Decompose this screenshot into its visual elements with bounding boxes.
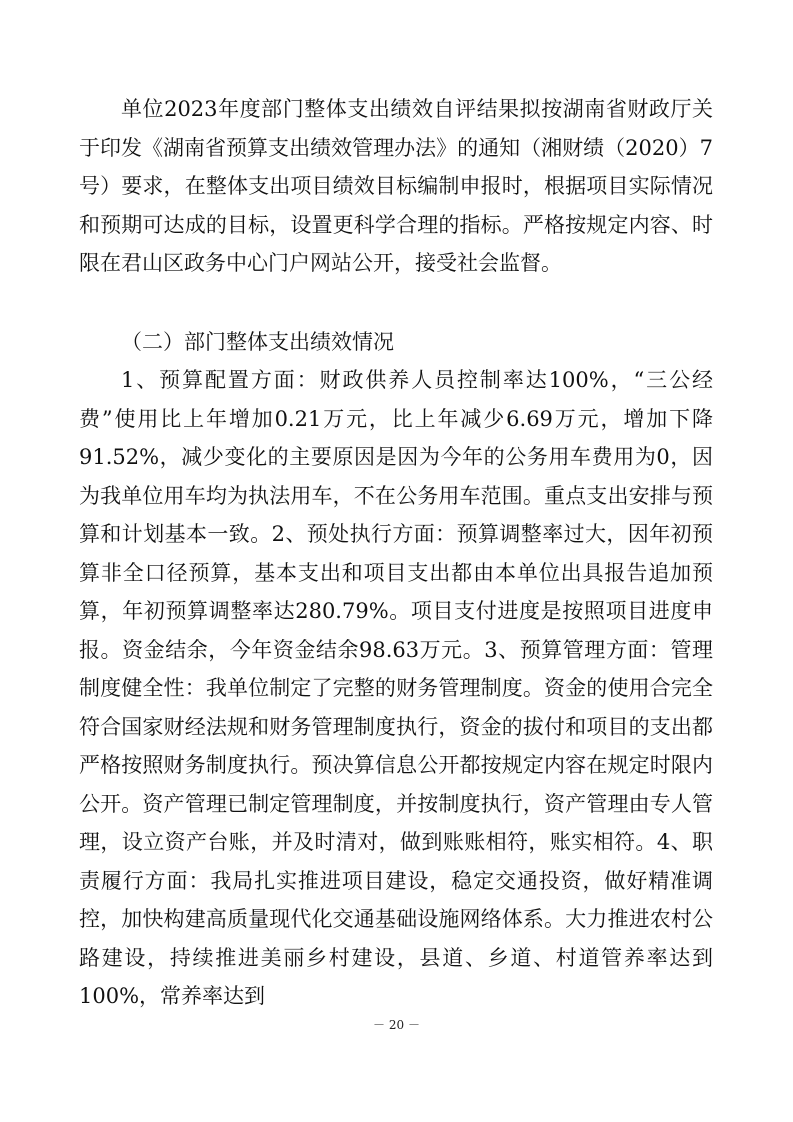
body-text-block-2 <box>79 323 713 362</box>
page-number: － 20 － <box>373 1018 420 1032</box>
body-text-block-3 <box>79 361 713 1016</box>
section-heading-department-performance: （二）部门整体支出绩效情况 <box>121 330 394 354</box>
body-text-block-1 <box>79 90 713 283</box>
paragraph-budget-details: 1、预算配置方面：财政供养人员控制率达100%，“三公经费”使用比上年增加0.21万元，比上年减少6.69万元，增加下降91.52%，减少变化的主要原因是因为今年的公务用车费用为0，因为我单位用车均为执法用车，不在公务用车范围。重点支出安排与预算和计划基本一致。2、预处执行方面：预算调整率过大，因年初预算非全口径预算，基本支出和项目支出都由本单位出具报告追加预算，年初预算调整率达280.79%。项目支付进度是按照项目进度申报。资金结余，今年资金结余98.63万元。3、预算管理方面：管理制度健全性：我单位制定了完整的财务管理制度。资金的使用合完全符合国家财经法规和财务管理制度执行，资金的拔付和项目的支出都严格按照财务制度执行。预决算信息公开都按规定内容在规定时限内公开。资产管理已制定管理制度，并按制度执行，资产管理由专人管理，设立资产台账，并及时清对，做到账账相符，账实相符。4、职责履行方面：我局扎实推进项目建设，稳定交通投资，做好精准调控，加快构建高质量现代化交通基础设施网络体系。大力推进农村公路建设，持续推进美丽乡村建设，县道、乡道、村道管养率达到100%，常养率达到 <box>79 368 713 1008</box>
paragraph-performance-evaluation-publication: 单位2023年度部门整体支出绩效自评结果拟按湖南省财政厅关于印发《湖南省预算支出绩效管理办法》的通知（湘财绩（2020）7号）要求，在整体支出项目绩效目标编制申报时，根据项目实际情况和预期可达成的目标，设置更科学合理的指标。严格按规定内容、时限在君山区政务中心门户网站公开，接受社会监督。 <box>79 97 713 275</box>
